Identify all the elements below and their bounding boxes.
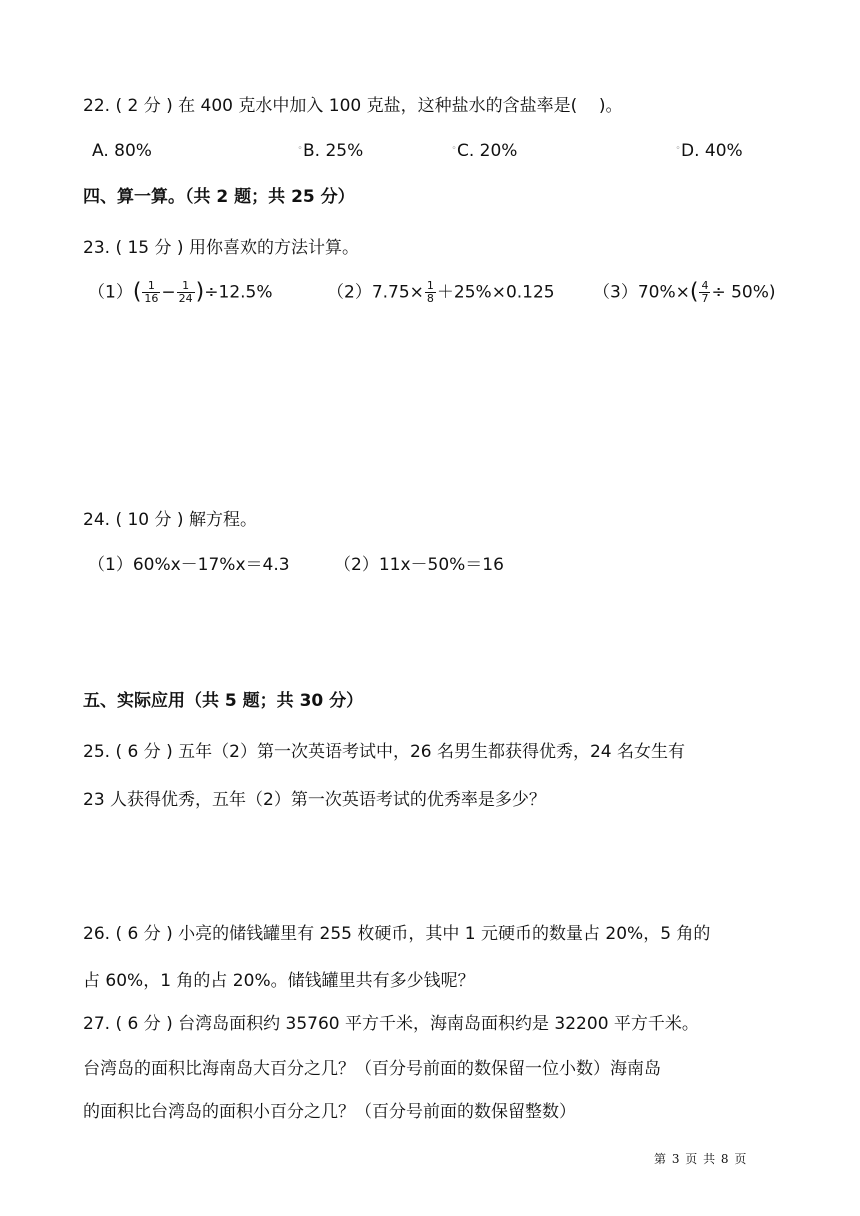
q22-option-b: ⸰ B. 25% [303, 139, 363, 163]
fraction-1-8: $\frac{1}{8}$ [426, 279, 434, 305]
q24-part-1: （1）60%x－17%x＝4.3 [88, 555, 290, 575]
q23-part-1: （1）( $\frac{1}{16}$ − $\frac{1}{24}$ )÷12.5% [88, 279, 273, 305]
q23-part-3: （3）70%×( $\frac{4}{7}$ ÷ 50%) [593, 279, 776, 305]
anchor-mark-icon: ⸰ [452, 144, 457, 152]
q26-line-2: 占 60%，1 角的占 20%。储钱罐里共有多少钱呢？ [83, 971, 475, 991]
q27-line-1: 27. ( 6 分 ) 台湾岛面积约 35760 平方千米，海南岛面积约是 32200 平方千米。 [83, 1014, 699, 1034]
q27-line-3: 的面积比台湾岛的面积小百分之几？（百分号前面的数保留整数） [83, 1102, 576, 1122]
q24-part-2: （2）11x－50%＝16 [334, 555, 504, 575]
section-5-title: 五、实际应用（共 5 题；共 30 分） [83, 691, 364, 711]
q25-line-1: 25. ( 6 分 ) 五年（2）第一次英语考试中，26 名男生都获得优秀，24 名女生有 [83, 742, 686, 762]
fraction-1-16: $\frac{1}{16}$ [144, 279, 159, 305]
q23-stem: 23. ( 15 分 ) 用你喜欢的方法计算。 [83, 238, 359, 258]
q25-line-2: 23 人获得优秀，五年（2）第一次英语考试的优秀率是多少？ [83, 790, 546, 810]
q22-option-a: A. 80% [92, 141, 152, 161]
page-footer: 第 3 页 共 8 页 [654, 1152, 748, 1166]
q27-line-2: 台湾岛的面积比海南岛大百分之几？（百分号前面的数保留一位小数）海南岛 [83, 1059, 661, 1079]
q22-option-d: ⸰ D. 40% [681, 139, 743, 163]
q22-stem: 22. ( 2 分 ) 在 400 克水中加入 100 克盐，这种盐水的含盐率是( )。 [83, 96, 623, 116]
q26-line-1: 26. ( 6 分 ) 小亮的储钱罐里有 255 枚硬币，其中 1 元硬币的数量占 20%，5 角的 [83, 924, 711, 944]
fraction-4-7: $\frac{4}{7}$ [701, 279, 709, 305]
anchor-mark-icon: ⸰ [676, 144, 681, 152]
anchor-mark-icon: ⸰ [298, 144, 303, 152]
fraction-1-24: $\frac{1}{24}$ [178, 279, 193, 305]
q23-part-2: （2）7.75× $\frac{1}{8}$ ＋25%×0.125 [327, 279, 555, 305]
q22-option-c: ⸰ C. 20% [457, 139, 517, 163]
q24-stem: 24. ( 10 分 ) 解方程。 [83, 510, 257, 530]
section-4-title: 四、算一算。（共 2 题；共 25 分） [83, 187, 355, 207]
